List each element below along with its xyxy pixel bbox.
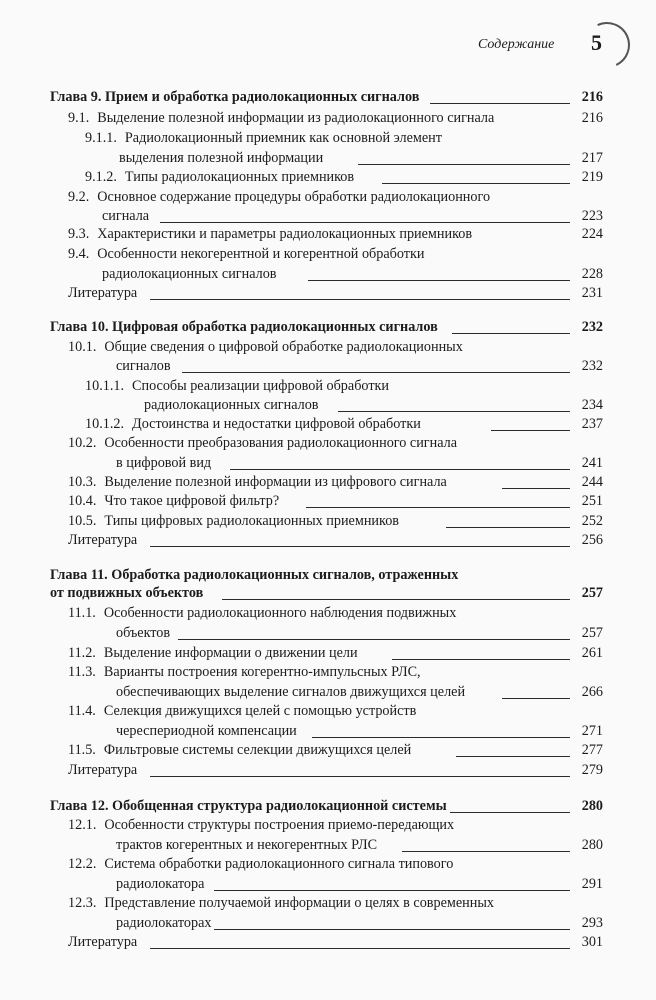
leader-line [402, 851, 570, 852]
toc-entry-11-3 [68, 662, 421, 682]
toc-entry-11-2 [68, 643, 358, 663]
toc-entry-11-4-page: 271 [581, 723, 603, 739]
entry-number: 9.1. [68, 110, 90, 126]
entry-number: 9.1.2. [85, 169, 117, 185]
entry-number: 9.4. [68, 246, 90, 262]
toc-entry-11-4 [68, 701, 416, 721]
toc-entry-10-4-page: 251 [581, 493, 603, 509]
toc-entry-9-1-1 [85, 128, 442, 148]
leader-line [150, 299, 570, 300]
entry-title: Представление получаемой информации о целях в современных [104, 895, 494, 911]
entry-number: 11.3. [68, 664, 96, 680]
toc-entry-10-1-2-page: 237 [581, 416, 603, 432]
toc-literature-12-page: 301 [581, 934, 603, 950]
toc-entry-11-2-page: 261 [581, 645, 603, 661]
leader-line [214, 890, 570, 891]
toc-entry-10-5 [68, 511, 399, 531]
leader-line [502, 488, 570, 489]
leader-line [491, 430, 570, 431]
toc-entry-10-5-page: 252 [581, 513, 603, 529]
entry-number: 10.5. [68, 513, 97, 529]
running-title: Содержание [478, 37, 555, 52]
toc-entry-12-2 [68, 854, 453, 874]
toc-entry-10-1-page: 232 [581, 358, 603, 374]
entry-title: Достоинства и недостатки цифровой обработки [132, 416, 421, 432]
toc-entry-9-4 [68, 244, 424, 264]
entry-title: Селекция движущихся целей с помощью устройств [103, 703, 417, 719]
chapter-10-title: Глава 10. Цифровая обработка радиолокационных сигналов [50, 319, 438, 335]
toc-entry-9-2-page: 223 [581, 208, 603, 224]
entry-title: Варианты построения когерентно-импульсных РЛС, [103, 664, 421, 680]
leader-line [358, 164, 570, 165]
entry-title: Фильтровые системы селекции движущихся целей [103, 742, 412, 758]
leader-line [150, 546, 570, 547]
entry-title: Выделение полезной информации из цифрового сигнала [104, 474, 447, 490]
toc-literature-11: Литература [68, 762, 138, 778]
toc-entry-12-1-page: 280 [581, 837, 603, 853]
toc-entry-12-1 [68, 815, 454, 835]
entry-number: 11.5. [68, 742, 96, 758]
toc-entry-10-2 [68, 433, 457, 453]
entry-title: Характеристики и параметры радиолокационных приемников [97, 226, 473, 242]
entry-title: Система обработки радиолокационного сигнала типового [104, 856, 454, 872]
toc-entry-9-3-page: 224 [581, 226, 603, 242]
chapter-9-title: Глава 9. Прием и обработка радиолокационных сигналов [50, 89, 420, 105]
leader-line [150, 776, 570, 777]
leader-line [502, 698, 570, 699]
toc-entry-11-1-page: 257 [581, 625, 603, 641]
entry-title: Типы радиолокационных приемников [124, 169, 355, 185]
toc-entry-11-5-page: 277 [581, 742, 603, 758]
leader-line [308, 280, 570, 281]
leader-line [382, 183, 570, 184]
entry-title: Особенности радиолокационного наблюдения подвижных [103, 605, 457, 621]
toc-entry-10-1-cont: сигналов [116, 358, 171, 374]
toc-entry-9-4-cont: радиолокационных сигналов [102, 266, 277, 282]
leader-line [392, 659, 570, 660]
toc-entry-12-3-page: 293 [581, 915, 603, 931]
toc-entry-10-1-2 [85, 414, 421, 434]
leader-line [182, 372, 570, 373]
chapter-12-page: 280 [581, 798, 603, 814]
toc-literature-12: Литература [68, 934, 138, 950]
toc-entry-12-3 [68, 893, 494, 913]
entry-title: Выделение полезной информации из радиолокационного сигнала [97, 110, 495, 126]
chapter-11-title-cont: от подвижных объектов [50, 585, 204, 601]
entry-title: Особенности преобразования радиолокационного сигнала [104, 435, 457, 451]
leader-line [150, 948, 570, 949]
toc-entry-10-3 [68, 472, 447, 492]
toc-literature-9: Литература [68, 285, 138, 301]
chapter-11-page: 257 [581, 585, 603, 601]
entry-title: Выделение информации о движении цели [103, 645, 358, 661]
entry-number: 9.3. [68, 226, 90, 242]
leader-line [306, 507, 570, 508]
toc-literature-11-page: 279 [581, 762, 603, 778]
toc-entry-12-3-cont: радиолокаторах [116, 915, 212, 931]
entry-number: 11.1. [68, 605, 96, 621]
toc-entry-10-1 [68, 337, 463, 357]
entry-title: Типы цифровых радиолокационных приемников [104, 513, 399, 529]
toc-entry-9-3 [68, 224, 472, 244]
entry-number: 12.3. [68, 895, 97, 911]
leader-line [446, 527, 570, 528]
leader-line [450, 812, 570, 813]
toc-entry-10-3-page: 244 [581, 474, 603, 490]
toc-literature-10: Литература [68, 532, 138, 548]
chapter-10-page: 232 [581, 319, 603, 335]
toc-entry-11-3-page: 266 [581, 684, 603, 700]
entry-number: 11.2. [68, 645, 96, 661]
toc-entry-9-2-cont: сигнала [102, 208, 150, 224]
entry-title: Что такое цифровой фильтр? [104, 493, 280, 509]
entry-title: Способы реализации цифровой обработки [132, 378, 390, 394]
entry-number: 9.2. [68, 189, 90, 205]
entry-number: 10.1. [68, 339, 97, 355]
entry-title: Особенности некогерентной и когерентной обработки [97, 246, 425, 262]
leader-line [222, 599, 570, 600]
entry-number: 10.2. [68, 435, 97, 451]
toc-entry-12-2-cont: радиолокатора [116, 876, 205, 892]
entry-number: 12.2. [68, 856, 97, 872]
leader-line [452, 333, 570, 334]
leader-line [214, 929, 570, 930]
entry-number: 12.1. [68, 817, 97, 833]
toc-entry-11-5 [68, 740, 411, 760]
entry-number: 10.4. [68, 493, 97, 509]
leader-line [312, 737, 570, 738]
toc-entry-9-1-1-cont: выделения полезной информации [119, 150, 324, 166]
entry-title: Основное содержание процедуры обработки радиолокационного [97, 189, 491, 205]
leader-line [160, 222, 570, 223]
leader-line [430, 103, 570, 104]
toc-entry-10-2-cont: в цифровой вид [116, 455, 212, 471]
toc-entry-10-1-1 [85, 376, 389, 396]
page-number: 5 [591, 30, 602, 55]
toc-literature-9-page: 231 [581, 285, 603, 301]
entry-title: Общие сведения о цифровой обработке радиолокационных [104, 339, 463, 355]
toc-entry-11-3-cont: обеспечивающих выделение сигналов движущихся целей [116, 684, 466, 700]
entry-title: Радиолокационный приемник как основной элемент [124, 130, 442, 146]
entry-title: Особенности структуры построения приемо-передающих [104, 817, 455, 833]
toc-entry-10-4 [68, 491, 279, 511]
toc-entry-12-2-page: 291 [581, 876, 603, 892]
entry-number: 10.1.1. [85, 378, 125, 394]
leader-line [230, 469, 570, 470]
leader-line [456, 756, 570, 757]
toc-entry-11-1-cont: объектов [116, 625, 171, 641]
toc-entry-11-4-cont: череспериодной компенсации [116, 723, 297, 739]
toc-entry-10-2-page: 241 [581, 455, 603, 471]
entry-number: 9.1.1. [85, 130, 117, 146]
toc-entry-9-1-2-page: 219 [581, 169, 603, 185]
chapter-12-title: Глава 12. Обобщенная структура радиолокационной системы [50, 798, 447, 814]
toc-entry-10-1-1-page: 234 [581, 397, 603, 413]
toc-entry-11-1 [68, 603, 456, 623]
leader-line [178, 639, 570, 640]
toc-entry-9-2 [68, 187, 490, 207]
toc-entry-12-1-cont: трактов когерентных и некогерентных РЛС [116, 837, 378, 853]
leader-line [338, 411, 570, 412]
toc-entry-9-1 [68, 108, 494, 128]
toc-entry-9-1-page: 216 [581, 110, 603, 126]
toc-entry-9-4-page: 228 [581, 266, 603, 282]
toc-entry-10-1-1-cont: радиолокационных сигналов [144, 397, 319, 413]
entry-number: 10.3. [68, 474, 97, 490]
entry-number: 11.4. [68, 703, 96, 719]
chapter-9-page: 216 [581, 89, 603, 105]
toc-literature-10-page: 256 [581, 532, 603, 548]
toc-entry-9-1-1-page: 217 [581, 150, 603, 166]
chapter-11-title: Глава 11. Обработка радиолокационных сигналов, отраженных [50, 567, 459, 583]
entry-number: 10.1.2. [85, 416, 125, 432]
toc-entry-9-1-2 [85, 167, 354, 187]
